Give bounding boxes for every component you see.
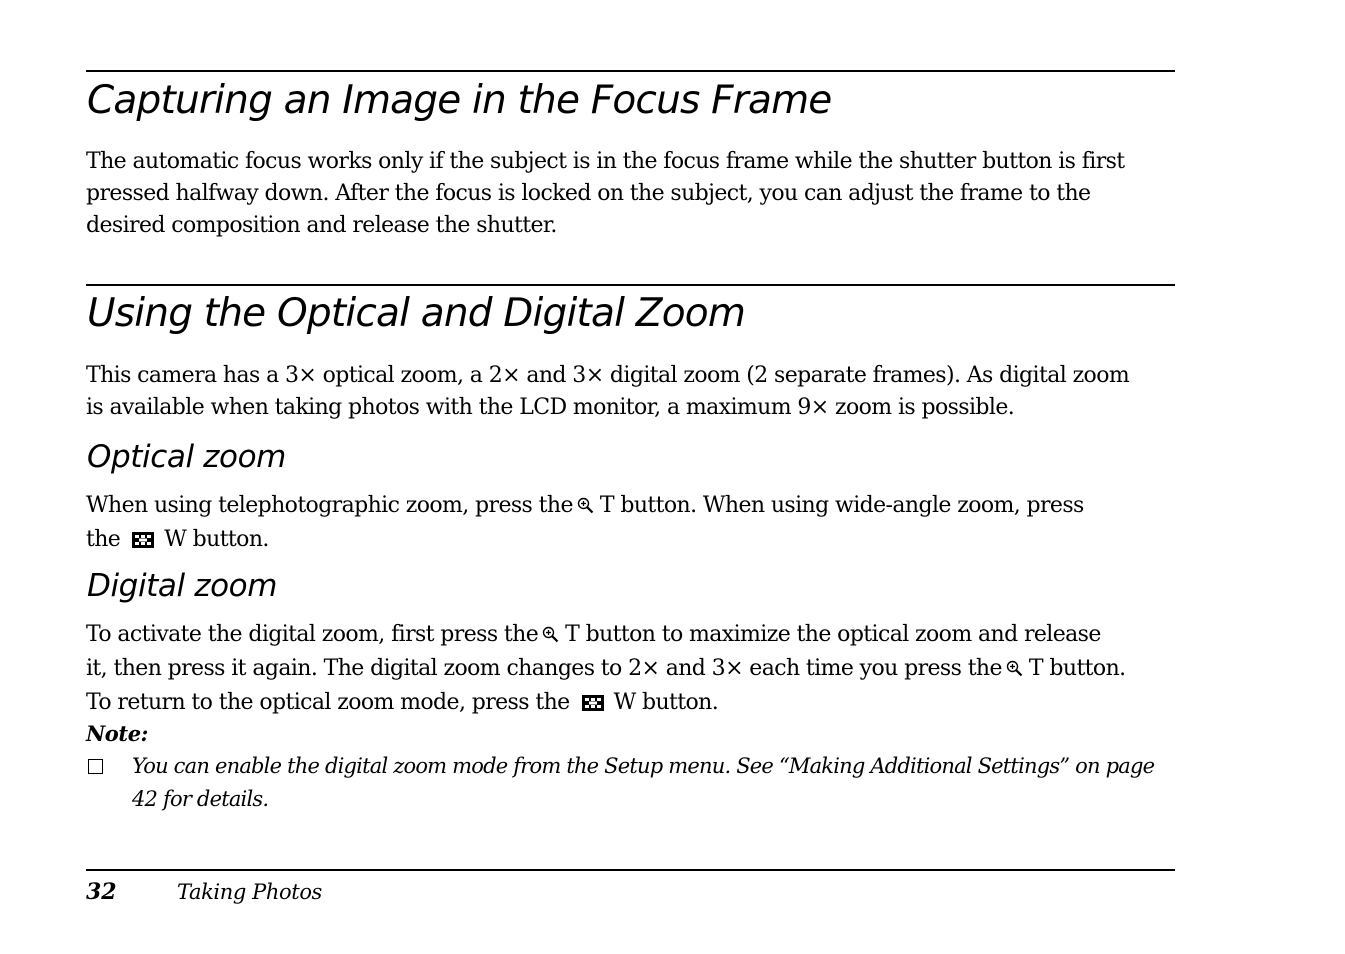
focus-frame-paragraph [86,146,1175,242]
section-heading-focus-frame: Capturing an Image in the Focus Frame [87,78,832,123]
multi-frame-grid-icon [132,526,154,558]
footer-rule [86,869,1175,871]
zoom-in-magnifier-icon [577,492,594,524]
zoom-in-magnifier-icon [1006,655,1023,687]
zoom-intro-paragraph [86,360,1175,424]
checkbox-bullet-icon [88,759,103,774]
paragraph-line: desired composition and release the shutter. [86,213,557,238]
text-run: the [86,527,121,552]
paragraph-line [86,619,1175,653]
paragraph-line: is available when taking photos with the LCD monitor, a maximum 9× zoom is possible. [86,395,1015,420]
text-run: T button to maximize the optical zoom and release [565,622,1101,647]
paragraph-line: This camera has a 3× optical zoom, a 2× and 3× digital zoom (2 separate frames). As digital zoom [86,363,1130,388]
section-rule [86,70,1175,72]
text-run: it, then press it again. The digital zoom changes to 2× and 3× each time you press the [86,656,1002,681]
subheading-digital-zoom: Digital zoom [87,568,277,604]
digital-zoom-paragraph [86,619,1175,721]
text-run: To return to the optical zoom mode, press the [86,690,570,715]
subheading-optical-zoom: Optical zoom [87,439,286,475]
text-run: W button. [164,527,269,552]
paragraph-line [86,653,1175,687]
paragraph-line [86,490,1175,524]
page-number: 32 [86,879,117,905]
paragraph-line [86,524,1175,558]
note-line: 42 for details. [132,787,269,811]
zoom-in-magnifier-icon [542,621,559,653]
note-label: Note: [86,721,149,746]
paragraph-line: The automatic focus works only if the subject is in the focus frame while the shutter button is first [86,149,1125,174]
manual-page [86,0,1175,954]
note-text [132,750,1175,816]
running-head: Taking Photos [177,880,322,904]
text-run: T button. [1028,656,1126,681]
paragraph-line: pressed halfway down. After the focus is locked on the subject, you can adjust the frame to the [86,181,1091,206]
text-run: To activate the digital zoom, first press the [86,622,539,647]
section-heading-zoom: Using the Optical and Digital Zoom [87,291,746,336]
section-rule [86,284,1175,286]
note-line: You can enable the digital zoom mode from the Setup menu. See “Making Additional Settings” on page [132,754,1155,778]
paragraph-line [86,687,1175,721]
text-run: W button. [613,690,719,715]
text-run: T button. When using wide-angle zoom, press [599,493,1084,518]
optical-zoom-paragraph [86,490,1175,558]
text-run: When using telephotographic zoom, press the [86,493,573,518]
multi-frame-grid-icon [582,689,604,721]
